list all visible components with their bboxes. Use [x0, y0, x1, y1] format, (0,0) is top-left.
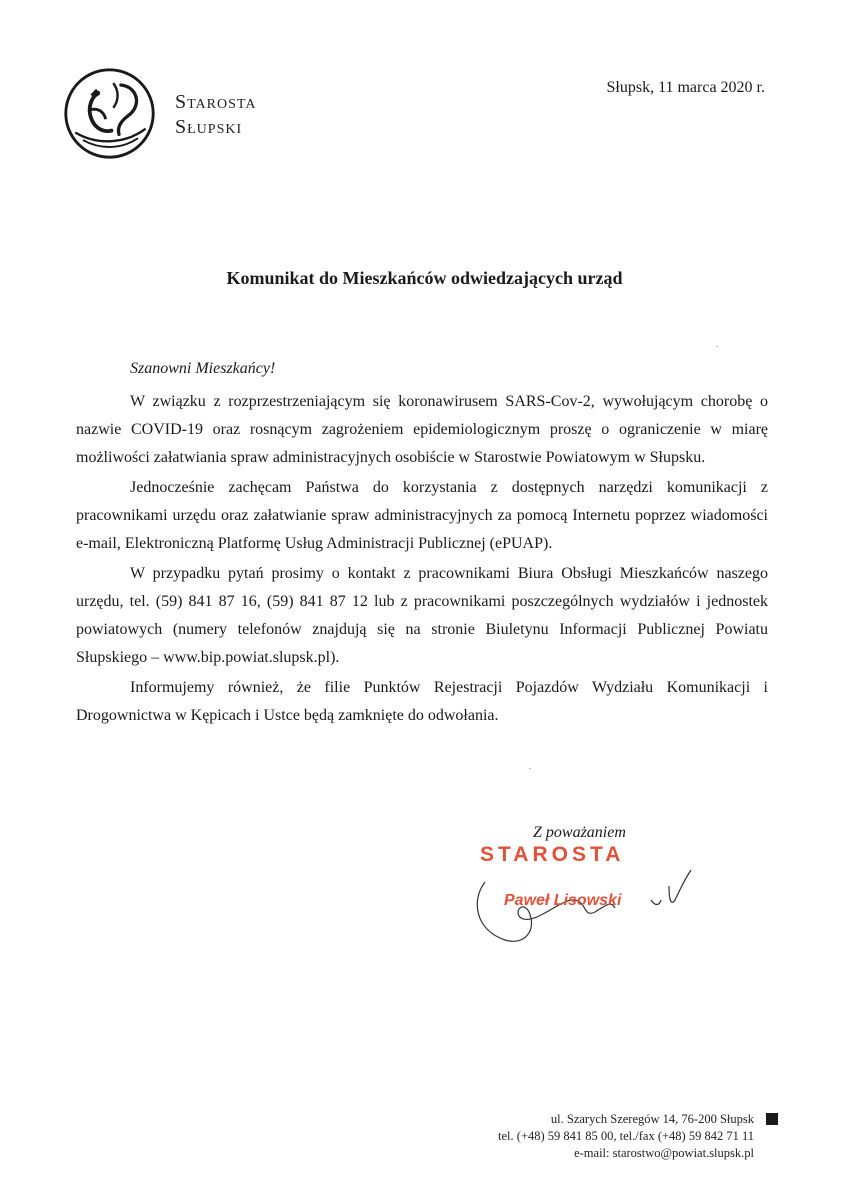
closing-phrase: Z poważaniem: [533, 824, 626, 841]
paragraph-1: W związku z rozprzestrzeniającym się koronawirusem SARS-Cov-2, wywołującym chorobę o nazwie COVID-19 oraz rosnącym zagrożeniem epidemiologicznym proszę o ograniczenie w miarę możliwości załatwiania spraw administracyjnych osobiście w Starostwie Powiatowym w Słupsku.: [76, 393, 768, 466]
organization-name: [175, 90, 256, 140]
place-and-date: Słupsk, 11 marca 2020 r.: [606, 79, 765, 96]
organization-name-line1: Starosta: [175, 91, 257, 113]
stamp-name: Paweł Lisowski: [504, 892, 622, 909]
footer-contact: [498, 1111, 754, 1162]
footer-address: ul. Szarych Szeregów 14, 76-200 Słupsk: [550, 1112, 754, 1126]
paragraph-2: Jednocześnie zachęcam Państwa do korzystania z dostępnych narzędzi komunikacji z pracownikami urzędu oraz załatwianie spraw administracyjnych za pomocą Internetu poprzez wiadomości e-mail, Elektroniczną Platformę Usług Administracji Publicznej (ePUAP).: [76, 479, 768, 552]
stamp-title: STAROSTA: [480, 843, 625, 866]
scan-speck: [716, 346, 718, 347]
paragraph-3: W przypadku pytań prosimy o kontakt z pracownikami Biura Obsługi Mieszkańców naszego urzędu, tel. (59) 841 87 16, (59) 841 87 12 lub z pracownikami poszczególnych wydziałów i jednostek powiatowych (numery telefonów znajdują się na stronie Biuletynu Informacji Publicznej Powiatu Słupskiego – www.bip.powiat.slupsk.pl).: [76, 565, 768, 666]
organization-name-line2: Słupski: [175, 116, 243, 138]
paragraph-4: Informujemy również, że filie Punktów Rejestracji Pojazdów Wydziału Komunikacji i Drogownictwa w Kępicach i Ustce będą zamknięte do odwołania.: [76, 679, 768, 724]
starosta-logo-icon: [62, 66, 157, 161]
footer-phone: tel. (+48) 59 841 85 00, tel./fax (+48) 59 842 71 11: [498, 1129, 754, 1143]
footer-email: e-mail: starostwo@powiat.slupsk.pl: [574, 1146, 754, 1160]
footer-square-mark: [766, 1113, 778, 1125]
scan-speck: [529, 768, 531, 769]
salutation: Szanowni Mieszkańcy!: [130, 360, 276, 377]
letter-body: [76, 388, 768, 732]
document-title: Komunikat do Mieszkańców odwiedzających urząd: [226, 268, 623, 288]
